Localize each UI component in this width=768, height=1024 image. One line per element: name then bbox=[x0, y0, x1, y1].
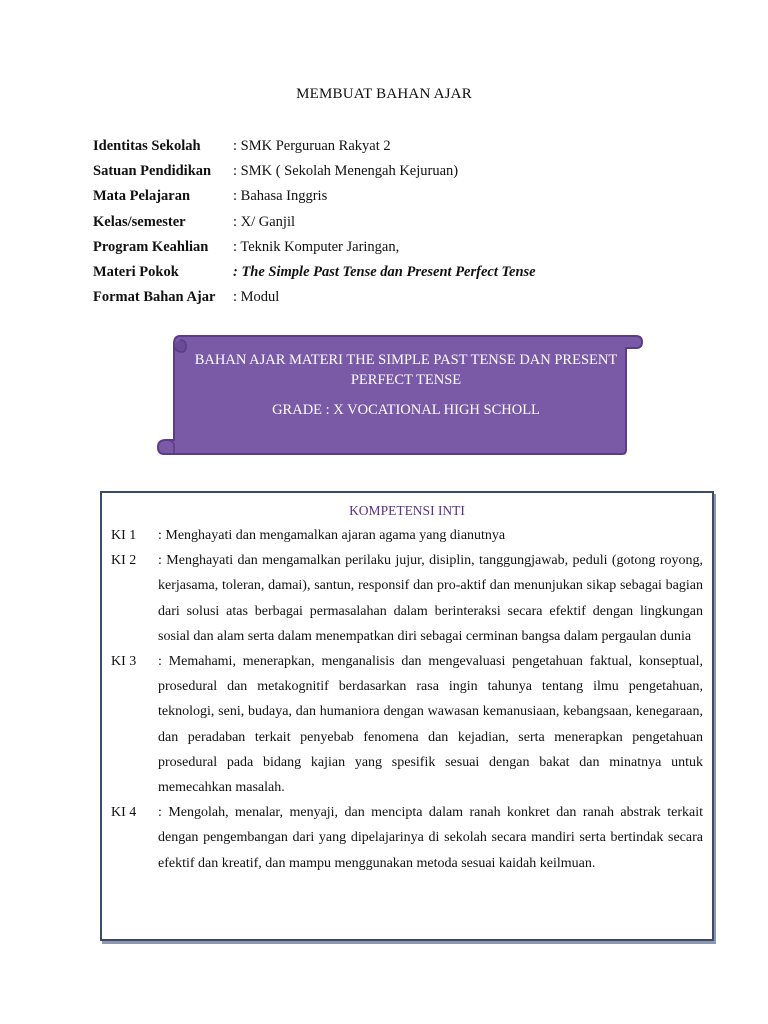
banner-grade: GRADE : X VOCATIONAL HIGH SCHOLL bbox=[272, 402, 540, 418]
competency-text: : Menghayati dan mengamalkan ajaran agama yang dianutnya bbox=[158, 528, 506, 543]
identity-table bbox=[93, 134, 713, 310]
competency-item bbox=[111, 523, 703, 548]
competency-item bbox=[111, 800, 703, 876]
identity-label: Materi Pokok bbox=[93, 263, 179, 280]
identity-label: Identitas Sekolah bbox=[93, 138, 201, 154]
identity-value: : Bahasa Inggris bbox=[233, 188, 328, 205]
identity-row bbox=[93, 159, 713, 184]
identity-value: : X/ Ganjil bbox=[233, 213, 296, 230]
identity-value: : Teknik Komputer Jaringan, bbox=[233, 238, 400, 255]
competency-text: : Menghayati dan mengamalkan perilaku jujur, disiplin, tanggungjawab, peduli (gotong royong, kerjasama, toleran, damai), santun, responsif dan pro-aktif dan menunjukan sikap sebagai bagian dari solusi atas berbagai permasalahan dalam berinteraksi secara efektif dengan lingkungan sosial dan alam serta dalam menempatkan diri sebagai cerminan bangsa dalam pergaulan dunia bbox=[158, 553, 703, 644]
identity-row bbox=[93, 285, 713, 310]
competency-list bbox=[111, 523, 703, 876]
identity-row bbox=[93, 260, 713, 285]
identity-value: : SMK ( Sekolah Menengah Kejuruan) bbox=[233, 163, 459, 180]
banner-heading: BAHAN AJAR MATERI THE SIMPLE PAST TENSE DAN PRESENT PERFECT TENSE bbox=[194, 352, 618, 388]
competency-text: : Mengolah, menalar, menyaji, dan mencipta dalam ranah konkret dan ranah abstrak terkait dengan pengembangan dari yang dipelajarinya di sekolah secara mandiri serta bertindak secara efektif dan kreatif, dan mampu menggunakan metoda sesuai kaidah keilmuan. bbox=[158, 805, 703, 871]
identity-label: Format Bahan Ajar bbox=[93, 289, 216, 306]
identity-row bbox=[93, 134, 713, 159]
identity-label: Mata Pelajaran bbox=[93, 188, 191, 205]
competency-text: : Memahami, menerapkan, menganalisis dan mengevaluasi pengetahuan faktual, konseptual, prosedural dan metakognitif berdasarkan rasa ingin tahunya tentang ilmu pengetahuan, teknologi, seni, budaya, dan humaniora dengan wawasan kemanusiaan, kebangsaan, kenegaraan, dan peradaban terkait penyebab fenomena dan kejadian, serta menerapkan pengetahuan prosedural pada bidang kajian yang spesifik sesuai dengan bakat dan minatnya untuk memecahkan masalah. bbox=[158, 654, 703, 796]
competency-item bbox=[111, 649, 703, 800]
identity-value: : The Simple Past Tense dan Present Perfect Tense bbox=[233, 263, 536, 280]
identity-value: : SMK Perguruan Rakyat 2 bbox=[233, 138, 391, 154]
competency-heading: KOMPETENSI INTI bbox=[349, 503, 465, 518]
identity-row bbox=[93, 210, 713, 235]
competency-code: KI 1 bbox=[111, 528, 137, 543]
identity-label: Satuan Pendidikan bbox=[93, 163, 212, 180]
title-banner bbox=[156, 332, 646, 458]
identity-label: Kelas/semester bbox=[93, 213, 186, 230]
page-title: MEMBUAT BAHAN AJAR bbox=[296, 86, 472, 102]
competency-code: KI 3 bbox=[111, 654, 137, 670]
competency-box bbox=[100, 491, 714, 941]
competency-code: KI 2 bbox=[111, 553, 137, 569]
competency-code: KI 4 bbox=[111, 805, 137, 821]
banner-text bbox=[186, 350, 626, 420]
identity-label: Program Keahlian bbox=[93, 238, 209, 255]
identity-row bbox=[93, 235, 713, 260]
identity-row bbox=[93, 184, 713, 209]
identity-value: : Modul bbox=[233, 289, 280, 306]
competency-item bbox=[111, 548, 703, 649]
